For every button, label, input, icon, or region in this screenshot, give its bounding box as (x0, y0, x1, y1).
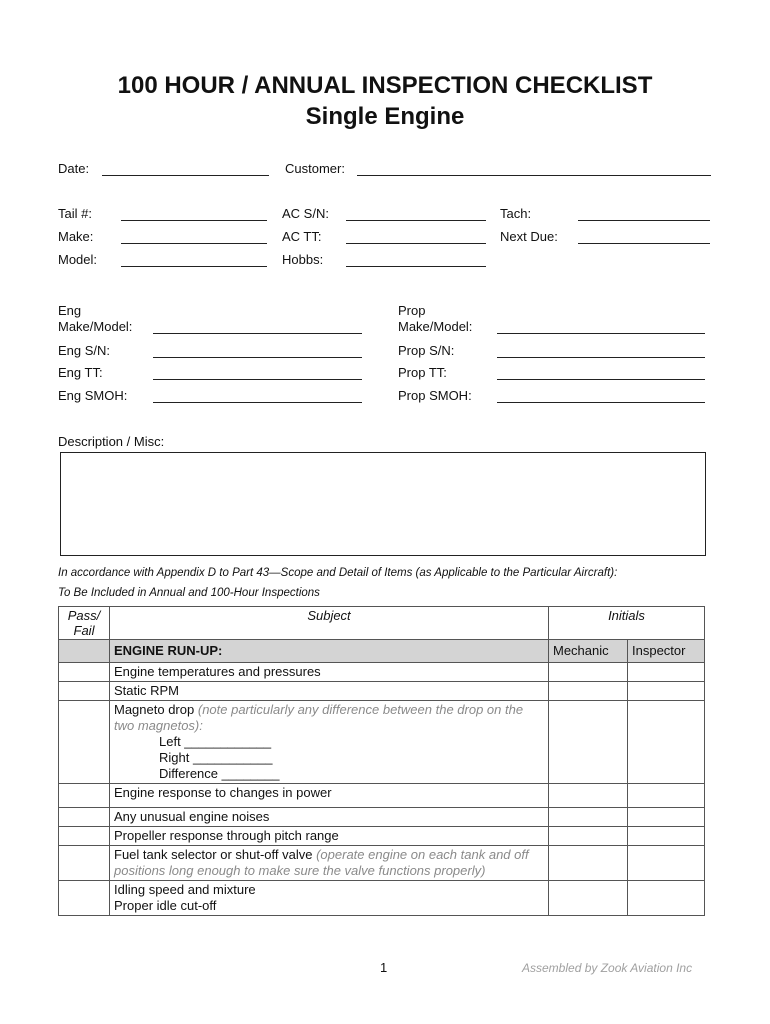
table-row (59, 682, 705, 701)
inspector-cell[interactable] (628, 682, 705, 701)
tail-label: Tail #: (58, 206, 92, 221)
table-row (59, 808, 705, 827)
section-title: ENGINE RUN-UP: (110, 640, 549, 663)
pass-cell[interactable] (59, 663, 110, 682)
idle-speed-text: Idling speed and mixture (114, 882, 256, 897)
intro-line-2: To Be Included in Annual and 100-Hour Inspections (58, 587, 320, 599)
inspector-cell[interactable] (628, 846, 705, 881)
pass-cell[interactable] (59, 827, 110, 846)
prop-smoh-field[interactable] (497, 402, 705, 403)
subject-cell (110, 881, 549, 916)
ac-sn-field[interactable] (346, 220, 486, 221)
mechanic-cell[interactable] (549, 881, 628, 916)
table-row (59, 881, 705, 916)
customer-field[interactable] (357, 175, 711, 176)
pass-header-text: Pass/ (67, 608, 101, 623)
ac-sn-label: AC S/N: (282, 206, 329, 221)
eng-tt-label: Eng TT: (58, 365, 103, 380)
make-label: Make: (58, 229, 94, 244)
section-row (59, 640, 705, 663)
subject-header: Subject (110, 607, 549, 640)
table-row (59, 846, 705, 881)
assembled-by: Assembled by Zook Aviation Inc (522, 961, 693, 975)
next-due-field[interactable] (578, 243, 710, 244)
mechanic-cell[interactable] (549, 827, 628, 846)
pass-fail-header (59, 607, 110, 640)
inspector-cell[interactable] (628, 827, 705, 846)
prop-label-top: Prop (398, 303, 426, 318)
inspector-header: Inspector (628, 640, 705, 663)
eng-smoh-label: Eng SMOH: (58, 388, 128, 403)
inspection-table (58, 606, 705, 916)
magneto-difference: Difference ________ (159, 766, 280, 781)
fuel-selector-text: Fuel tank selector or shut-off valve (114, 847, 313, 862)
pass-cell[interactable] (59, 808, 110, 827)
subject-cell: Engine temperatures and pressures (110, 663, 549, 682)
pass-cell[interactable] (59, 846, 110, 881)
description-box[interactable] (60, 452, 706, 556)
fuel-selector-note: (operate engine on each tank and off positions long enough to make sure the valve functions properly) (114, 847, 529, 878)
pass-cell[interactable] (59, 701, 110, 784)
table-header-row (59, 607, 705, 640)
mechanic-cell[interactable] (549, 808, 628, 827)
eng-sn-field[interactable] (153, 357, 362, 358)
model-label: Model: (58, 252, 98, 267)
inspector-cell[interactable] (628, 701, 705, 784)
subject-cell (110, 846, 549, 881)
model-field[interactable] (121, 266, 267, 267)
subject-cell: Any unusual engine noises (110, 808, 549, 827)
page-title: 100 HOUR / ANNUAL INSPECTION CHECKLIST (117, 72, 653, 99)
table-row (59, 784, 705, 808)
prop-tt-label: Prop TT: (398, 365, 447, 380)
mechanic-cell[interactable] (549, 701, 628, 784)
customer-label: Customer: (285, 161, 345, 176)
page-number: 1 (380, 960, 388, 975)
inspector-cell[interactable] (628, 808, 705, 827)
subject-cell (110, 701, 549, 784)
magneto-drop-text: Magneto drop (114, 702, 195, 717)
date-label: Date: (58, 161, 90, 176)
fail-header-text: Fail (73, 623, 95, 638)
idle-cutoff-text: Proper idle cut-off (114, 898, 217, 913)
table-row (59, 701, 705, 784)
hobbs-label: Hobbs: (282, 252, 324, 267)
date-field[interactable] (102, 175, 269, 176)
ac-tt-field[interactable] (346, 243, 486, 244)
description-label: Description / Misc: (58, 434, 165, 449)
magneto-left: Left ____________ (159, 734, 272, 749)
next-due-label: Next Due: (500, 229, 558, 244)
inspector-cell[interactable] (628, 784, 705, 808)
pass-cell[interactable] (59, 640, 110, 663)
subject-cell: Engine response to changes in power (110, 784, 549, 808)
pass-cell[interactable] (59, 784, 110, 808)
mechanic-cell[interactable] (549, 663, 628, 682)
eng-make-model-field[interactable] (153, 333, 362, 334)
mechanic-cell[interactable] (549, 682, 628, 701)
tach-field[interactable] (578, 220, 710, 221)
page-subtitle: Single Engine (305, 103, 465, 130)
prop-sn-label: Prop S/N: (398, 343, 455, 358)
inspector-cell[interactable] (628, 881, 705, 916)
prop-make-model-field[interactable] (497, 333, 705, 334)
tach-label: Tach: (500, 206, 532, 221)
ac-tt-label: AC TT: (282, 229, 322, 244)
magneto-drop-note: (note particularly any difference between the drop on the two magnetos): (114, 702, 524, 733)
prop-make-model-label: Make/Model: (398, 319, 473, 334)
pass-cell[interactable] (59, 682, 110, 701)
inspector-cell[interactable] (628, 663, 705, 682)
initials-header: Initials (549, 607, 705, 640)
pass-cell[interactable] (59, 881, 110, 916)
magneto-right: Right ___________ (159, 750, 273, 765)
prop-sn-field[interactable] (497, 357, 705, 358)
eng-smoh-field[interactable] (153, 402, 362, 403)
intro-line-1: In accordance with Appendix D to Part 43—Scope and Detail of Items (as Applicable to the Particular Aircraft): (58, 567, 618, 579)
eng-sn-label: Eng S/N: (58, 343, 111, 358)
eng-label-top: Eng (58, 303, 82, 318)
prop-tt-field[interactable] (497, 379, 705, 380)
tail-field[interactable] (121, 220, 267, 221)
make-field[interactable] (121, 243, 267, 244)
mechanic-cell[interactable] (549, 784, 628, 808)
hobbs-field[interactable] (346, 266, 486, 267)
table-row (59, 827, 705, 846)
table-row (59, 663, 705, 682)
subject-cell: Propeller response through pitch range (110, 827, 549, 846)
eng-tt-field[interactable] (153, 379, 362, 380)
mechanic-cell[interactable] (549, 846, 628, 881)
eng-make-model-label: Make/Model: (58, 319, 133, 334)
subject-cell: Static RPM (110, 682, 549, 701)
mechanic-header: Mechanic (549, 640, 628, 663)
prop-smoh-label: Prop SMOH: (398, 388, 472, 403)
